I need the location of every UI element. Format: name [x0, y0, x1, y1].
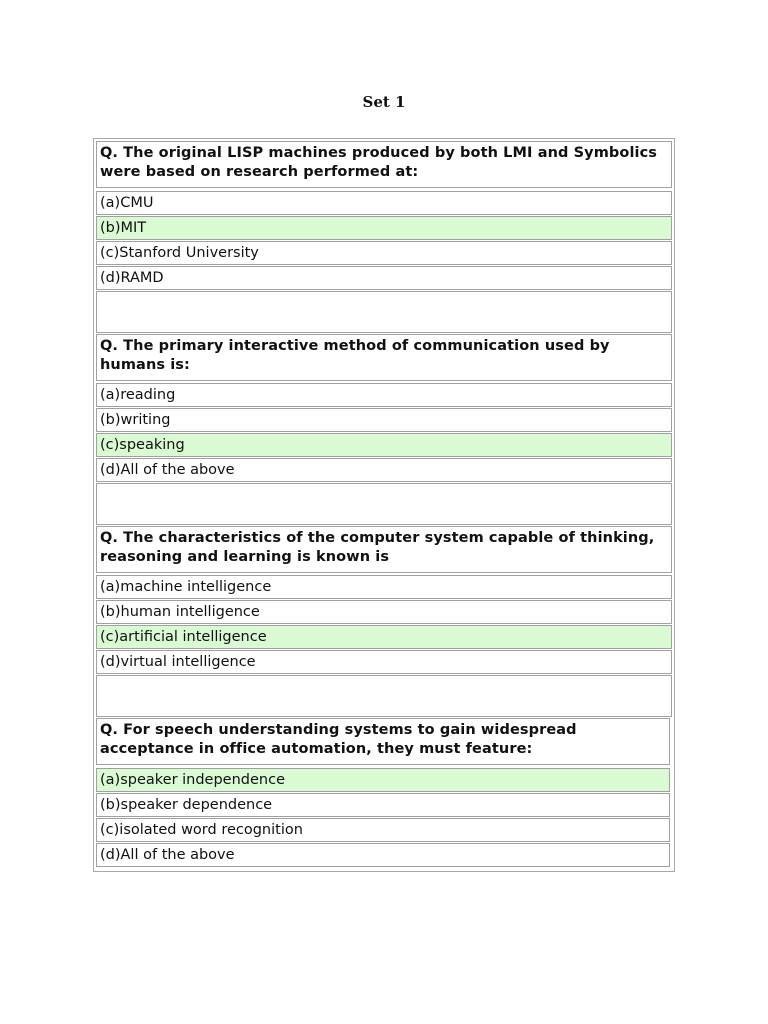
question-3-text: Q. The characteristics of the computer system capable of thinking, reasoning and learning is known is [96, 526, 672, 573]
question-2-text: Q. The primary interactive method of communication used by humans is: [96, 334, 672, 381]
question-3-option-c-correct: (c)artificial intelligence [96, 625, 672, 649]
question-separator [96, 483, 672, 525]
question-1-option-b-correct: (b)MIT [96, 216, 672, 240]
question-4-option-b: (b)speaker dependence [96, 793, 670, 817]
question-2-option-a: (a)reading [96, 383, 672, 407]
page-title: Set 1 [362, 93, 406, 111]
question-4-option-c: (c)isolated word recognition [96, 818, 670, 842]
question-3-option-d: (d)virtual intelligence [96, 650, 672, 674]
question-1-option-a: (a)CMU [96, 191, 672, 215]
question-1-text: Q. The original LISP machines produced by both LMI and Symbolics were based on research performed at: [96, 141, 672, 188]
quiz-table [93, 138, 675, 872]
question-2-option-b: (b)writing [96, 408, 672, 432]
question-4-option-a-correct: (a)speaker independence [96, 768, 670, 792]
question-separator [96, 675, 672, 717]
question-3-option-b: (b)human intelligence [96, 600, 672, 624]
question-2-option-d: (d)All of the above [96, 458, 672, 482]
question-4-option-d: (d)All of the above [96, 843, 670, 867]
question-1-option-d: (d)RAMD [96, 266, 672, 290]
question-4-text: Q. For speech understanding systems to gain widespread acceptance in office automation, they must feature: [96, 718, 670, 765]
question-3-option-a: (a)machine intelligence [96, 575, 672, 599]
question-1-option-c: (c)Stanford University [96, 241, 672, 265]
question-separator [96, 291, 672, 333]
question-2-option-c-correct: (c)speaking [96, 433, 672, 457]
